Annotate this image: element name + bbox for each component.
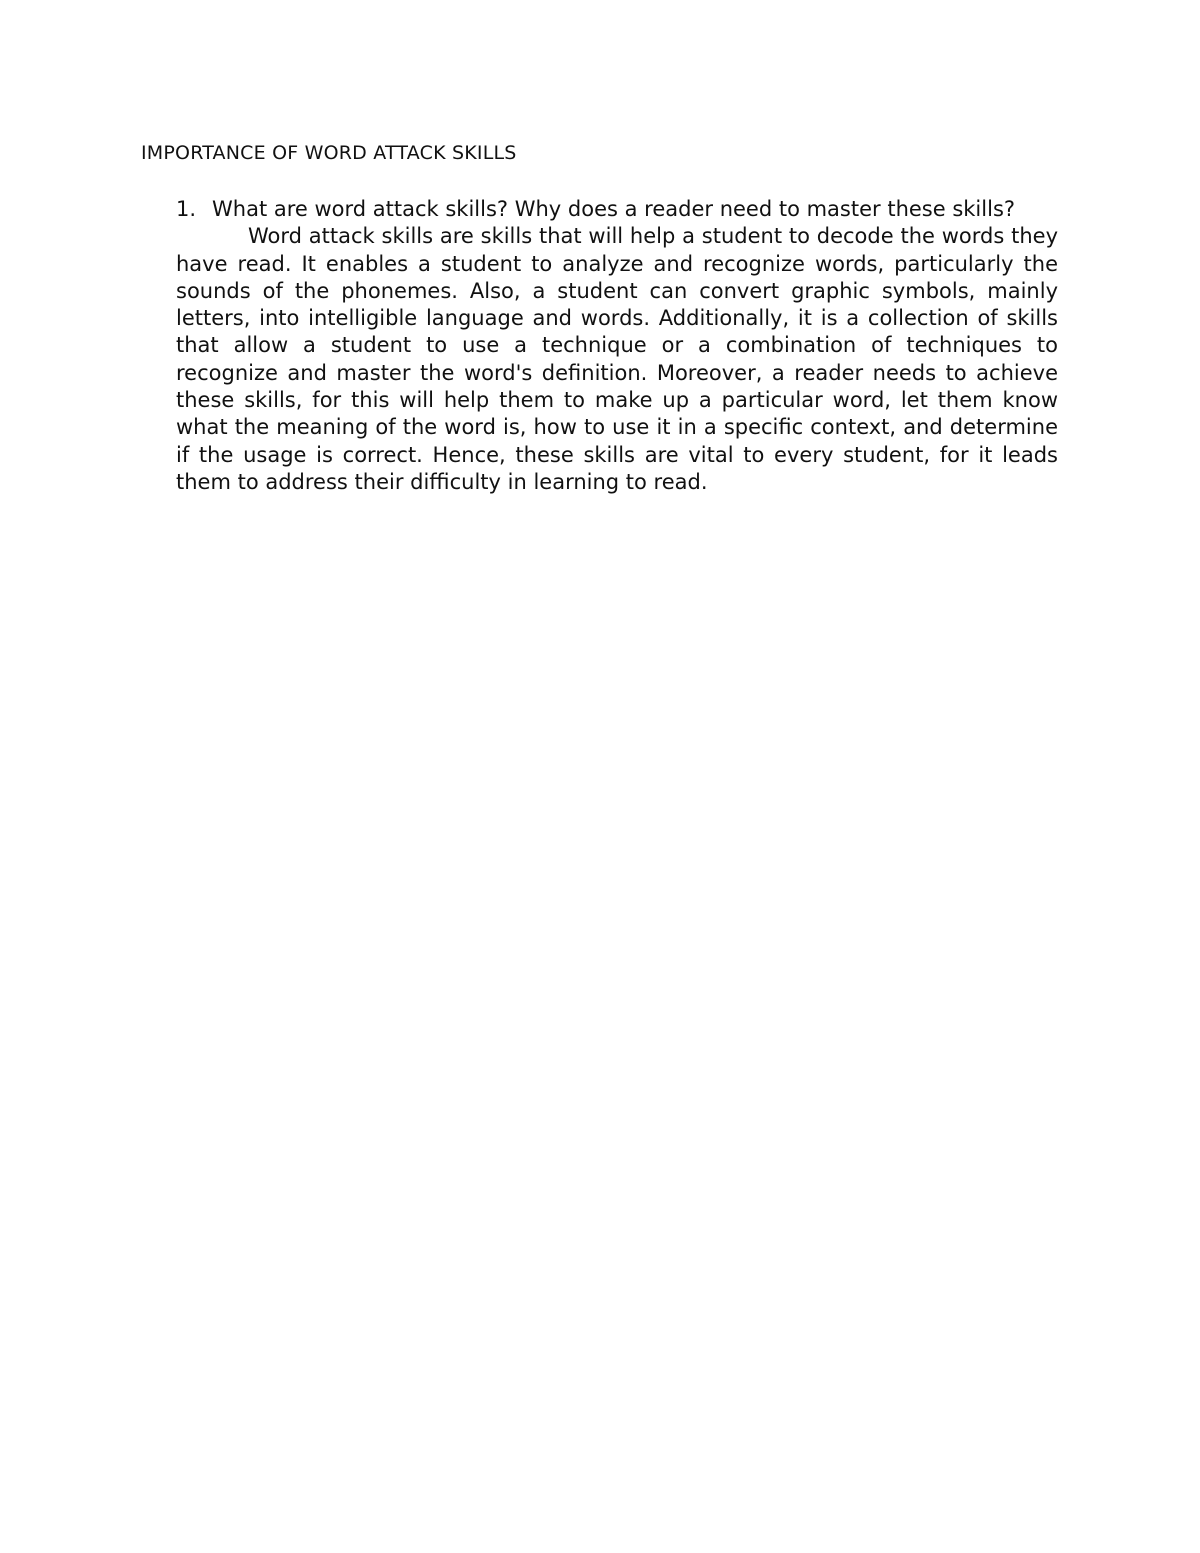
question-number: 1.: [176, 197, 197, 221]
question-item: [176, 196, 1058, 496]
answer-paragraph: Word attack skills are skills that will help a student to decode the words they have read. It enables a student to analyze and recognize words, particularly the sounds of the phonemes. Also, a student can convert graphic symbols, mainly letters, into intelligible language and words. Additionally, it is a collection of skills that allow a student to use a technique or a combination of techniques to recognize and master the word's definition. Moreover, a reader needs to achieve these skills, for this will help them to make up a particular word, let them know what the meaning of the word is, how to use it in a specific context, and determine if the usage is correct. Hence, these skills are vital to every student, for it leads them to address their difficulty in learning to read.: [176, 224, 1058, 494]
document-title: IMPORTANCE OF WORD ATTACK SKILLS: [141, 142, 517, 164]
question-text: What are word attack skills? Why does a reader need to master these skills?: [212, 197, 1016, 221]
question-list: [176, 196, 1058, 496]
